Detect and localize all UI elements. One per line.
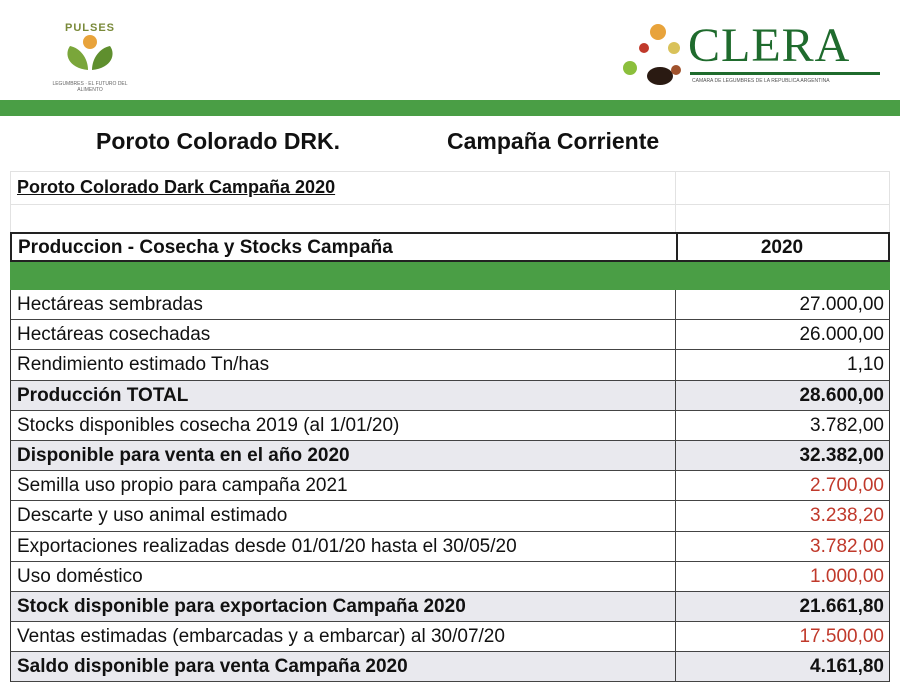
row-label: Stocks disponibles cosecha 2019 (al 1/01/20) <box>17 414 400 436</box>
table-row <box>10 290 890 320</box>
clera-logo-subtitle: CAMARA DE LEGUMBRES DE LA REPUBLICA ARGENTINA <box>692 78 830 84</box>
row-divider <box>675 592 676 621</box>
row-divider <box>675 441 676 470</box>
row-divider <box>675 652 676 681</box>
pulses-logo-name: PULSES <box>64 22 115 34</box>
table-row <box>10 532 890 562</box>
table-row <box>10 652 890 682</box>
table-header-label: Produccion - Cosecha y Stocks Campaña <box>18 237 393 258</box>
table-row <box>10 381 890 411</box>
table-subtitle-cell <box>11 172 676 204</box>
pulses-logo-tagline: LEGUMBRES · EL FUTURO DEL ALIMENTO <box>52 81 128 93</box>
table-row <box>10 501 890 531</box>
row-value: 1.000,00 <box>810 565 884 587</box>
table-subtitle: Poroto Colorado Dark Campaña 2020 <box>17 177 336 197</box>
clera-beans-icon <box>618 18 688 96</box>
table-blank-cell <box>11 205 676 232</box>
row-divider <box>675 350 676 379</box>
row-value: 3.782,00 <box>810 535 884 557</box>
row-label: Hectáreas cosechadas <box>17 324 211 346</box>
row-divider <box>675 532 676 561</box>
table-header-label-cell <box>12 234 678 260</box>
row-label: Exportaciones realizadas desde 01/01/20 hasta el 30/05/20 <box>17 535 517 557</box>
row-value: 32.382,00 <box>799 444 884 466</box>
table-subtitle-row <box>10 171 890 205</box>
row-divider <box>675 471 676 500</box>
row-label: Producción TOTAL <box>17 384 189 406</box>
pulses-leaf-icon <box>58 34 122 74</box>
campaign-title: Campaña Corriente <box>447 128 660 154</box>
row-label: Disponible para venta en el año 2020 <box>17 444 350 466</box>
table-header-year: 2020 <box>760 237 804 258</box>
row-value: 21.661,80 <box>799 595 884 617</box>
row-divider <box>675 562 676 591</box>
product-title: Poroto Colorado DRK. <box>96 128 341 154</box>
clera-logo <box>618 18 888 96</box>
page-header <box>0 0 900 100</box>
row-label: Hectáreas sembradas <box>17 294 203 315</box>
table-row <box>10 562 890 592</box>
row-divider <box>675 411 676 440</box>
row-divider <box>675 622 676 651</box>
row-divider <box>675 320 676 349</box>
table-blank-row <box>10 205 890 232</box>
table-header-row <box>10 232 890 262</box>
row-label: Ventas estimadas (embarcadas y a embarcar) al 30/07/20 <box>17 626 505 648</box>
row-label: Descarte y uso animal estimado <box>17 505 288 527</box>
table-green-separator <box>10 262 890 290</box>
row-divider <box>675 381 676 410</box>
clera-logo-name: CLERA <box>688 19 851 72</box>
table-body <box>10 290 890 682</box>
table-row <box>10 592 890 622</box>
row-label: Semilla uso propio para campaña 2021 <box>17 475 348 497</box>
row-label: Stock disponible para exportacion Campaña 2020 <box>17 595 466 617</box>
table-row <box>10 622 890 652</box>
row-label: Rendimiento estimado Tn/has <box>17 354 270 376</box>
row-value: 17.500,00 <box>799 626 884 648</box>
row-divider <box>675 501 676 530</box>
row-value: 2.700,00 <box>810 475 884 497</box>
row-value: 26.000,00 <box>799 324 884 346</box>
table-row <box>10 471 890 501</box>
row-label: Uso doméstico <box>17 565 143 587</box>
header-green-bar <box>0 100 900 116</box>
table-row <box>10 441 890 471</box>
row-value: 27.000,00 <box>799 294 884 315</box>
row-value: 1,10 <box>847 354 884 376</box>
row-value: 4.161,80 <box>810 656 884 678</box>
row-value: 3.782,00 <box>810 414 884 436</box>
table-row <box>10 350 890 380</box>
clera-logo-underline <box>690 72 880 75</box>
row-label: Saldo disponible para venta Campaña 2020 <box>17 656 408 678</box>
row-value: 3.238,20 <box>810 505 884 527</box>
table-row <box>10 320 890 350</box>
pulses-logo <box>40 22 140 96</box>
row-value: 28.600,00 <box>799 384 884 406</box>
row-divider <box>675 290 676 319</box>
table-row <box>10 411 890 441</box>
